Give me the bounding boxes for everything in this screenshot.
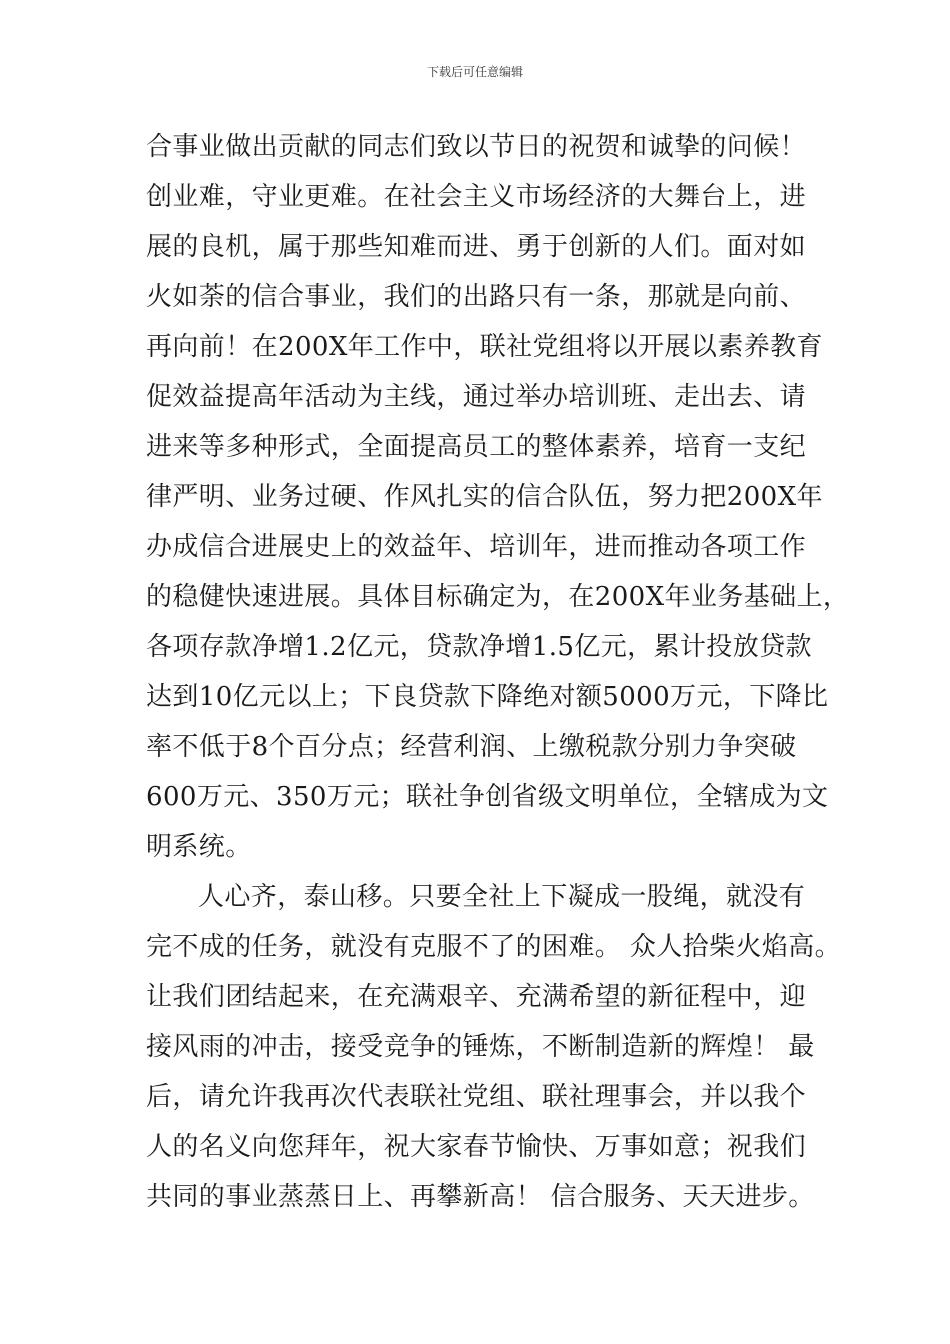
text-line: 让我们团结起来，在充满艰辛、充满希望的新征程中，迎: [146, 982, 807, 1012]
text-line: 进来等多种形式，全面提高员工的整体素养，培育一支纪: [146, 432, 807, 462]
text-line: 火如荼的信合事业，我们的出路只有一条，那就是向前、: [146, 282, 807, 312]
text-line: 600万元、350万元；联社争创省级文明单位，全辖成为文: [146, 782, 829, 812]
paragraph-first-line: 人心齐，泰山移。只要全社上下凝成一股绳，就没有: [198, 882, 806, 912]
text-line: 人的名义向您拜年，祝大家春节愉快、万事如意；祝我们: [146, 1132, 807, 1162]
text-line: 律严明、业务过硬、作风扎实的信合队伍，努力把200X年: [146, 482, 823, 512]
text-line: 率不低于8个百分点；经营利润、上缴税款分别力争突破: [146, 732, 797, 762]
text-line: 各项存款净增1.2亿元，贷款净增1.5亿元，累计投放贷款: [146, 632, 812, 662]
text-line: 完不成的任务，就没有克服不了的困难。 众人拾柴火焰高。: [146, 932, 842, 962]
text-line: 创业难，守业更难。在社会主义市场经济的大舞台上，进: [146, 182, 807, 212]
text-line: 的稳健快速进展。具体目标确定为，在200X年业务基础上，: [146, 582, 850, 612]
text-line: 明系统。: [146, 832, 252, 862]
text-line: 促效益提高年活动为主线，通过举办培训班、走出去、请: [146, 382, 807, 412]
body-text: [146, 122, 850, 1222]
text-line: 办成信合进展史上的效益年、培训年，进而推动各项工作: [146, 532, 807, 562]
text-line: 后，请允许我再次代表联社党组、联社理事会，并以我个: [146, 1082, 807, 1112]
page-header: 下载后可任意编辑: [426, 65, 523, 79]
text-line: 接风雨的冲击，接受竞争的锤炼，不断制造新的辉煌！ 最: [146, 1032, 815, 1062]
text-line: 展的良机，属于那些知难而进、勇于创新的人们。面对如: [146, 232, 807, 262]
text-line: 共同的事业蒸蒸日上、再攀新高！ 信合服务、天天进步。: [146, 1182, 815, 1212]
text-line: 再向前！在200X年工作中，联社党组将以开展以素养教育: [146, 332, 823, 362]
text-line: 合事业做出贡献的同志们致以节日的祝贺和诚挚的问候！: [146, 132, 807, 162]
text-line: 达到10亿元以上；下良贷款下降绝对额5000万元，下降比: [146, 682, 829, 712]
